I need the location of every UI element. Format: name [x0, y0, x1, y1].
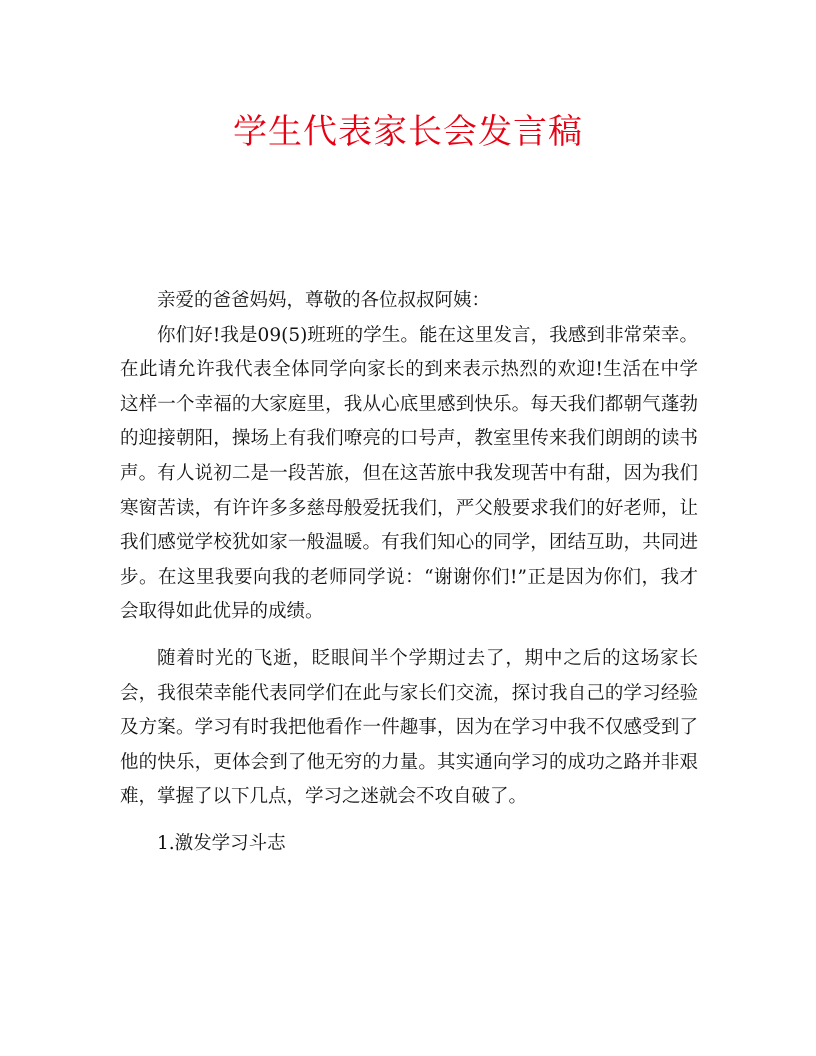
salutation-paragraph: 亲爱的爸爸妈妈，尊敬的各位叔叔阿姨： [157, 290, 491, 311]
document-body [120, 284, 698, 862]
body-paragraph: 你们好!我是09(5)班班的学生。能在这里发言，我感到非常荣幸。在此请允许我代表全体同学向家长的到来表示热烈的欢迎!生活在中学这样一个幸福的大家庭里，我从心底里感到快乐。每天我们都朝气蓬勃的迎接朝阳，操场上有我们嘹亮的口号声，教室里传来我们朗朗的读书声。有人说初二是一段苦旅，但在这苦旅中我发现苦中有甜，因为我们寒窗苦读，有许许多多慈母般爱抚我们，严父般要求我们的好老师，让我们感觉学校犹如家一般温暖。有我们知心的同学，团结互助，共同进步。在这里我要向我的老师同学说：“谢谢你们!”正是因为你们，我才会取得如此优异的成绩。 [120, 324, 698, 623]
section-heading: 1.激发学习斗志 [157, 832, 286, 854]
document-title: 学生代表家长会发言稿 [233, 112, 583, 152]
body-paragraph: 随着时光的飞逝，眨眼间半个学期过去了，期中之后的这场家长会，我很荣幸能代表同学们在此与家长们交流，探讨我自己的学习经验及方案。学习有时我把他看作一件趣事，因为在学习中我不仅感受到了他的快乐，更体会到了他无穷的力量。其实通向学习的成功之路并非艰难，掌握了以下几点，学习之迷就会不攻自破了。 [120, 647, 698, 808]
